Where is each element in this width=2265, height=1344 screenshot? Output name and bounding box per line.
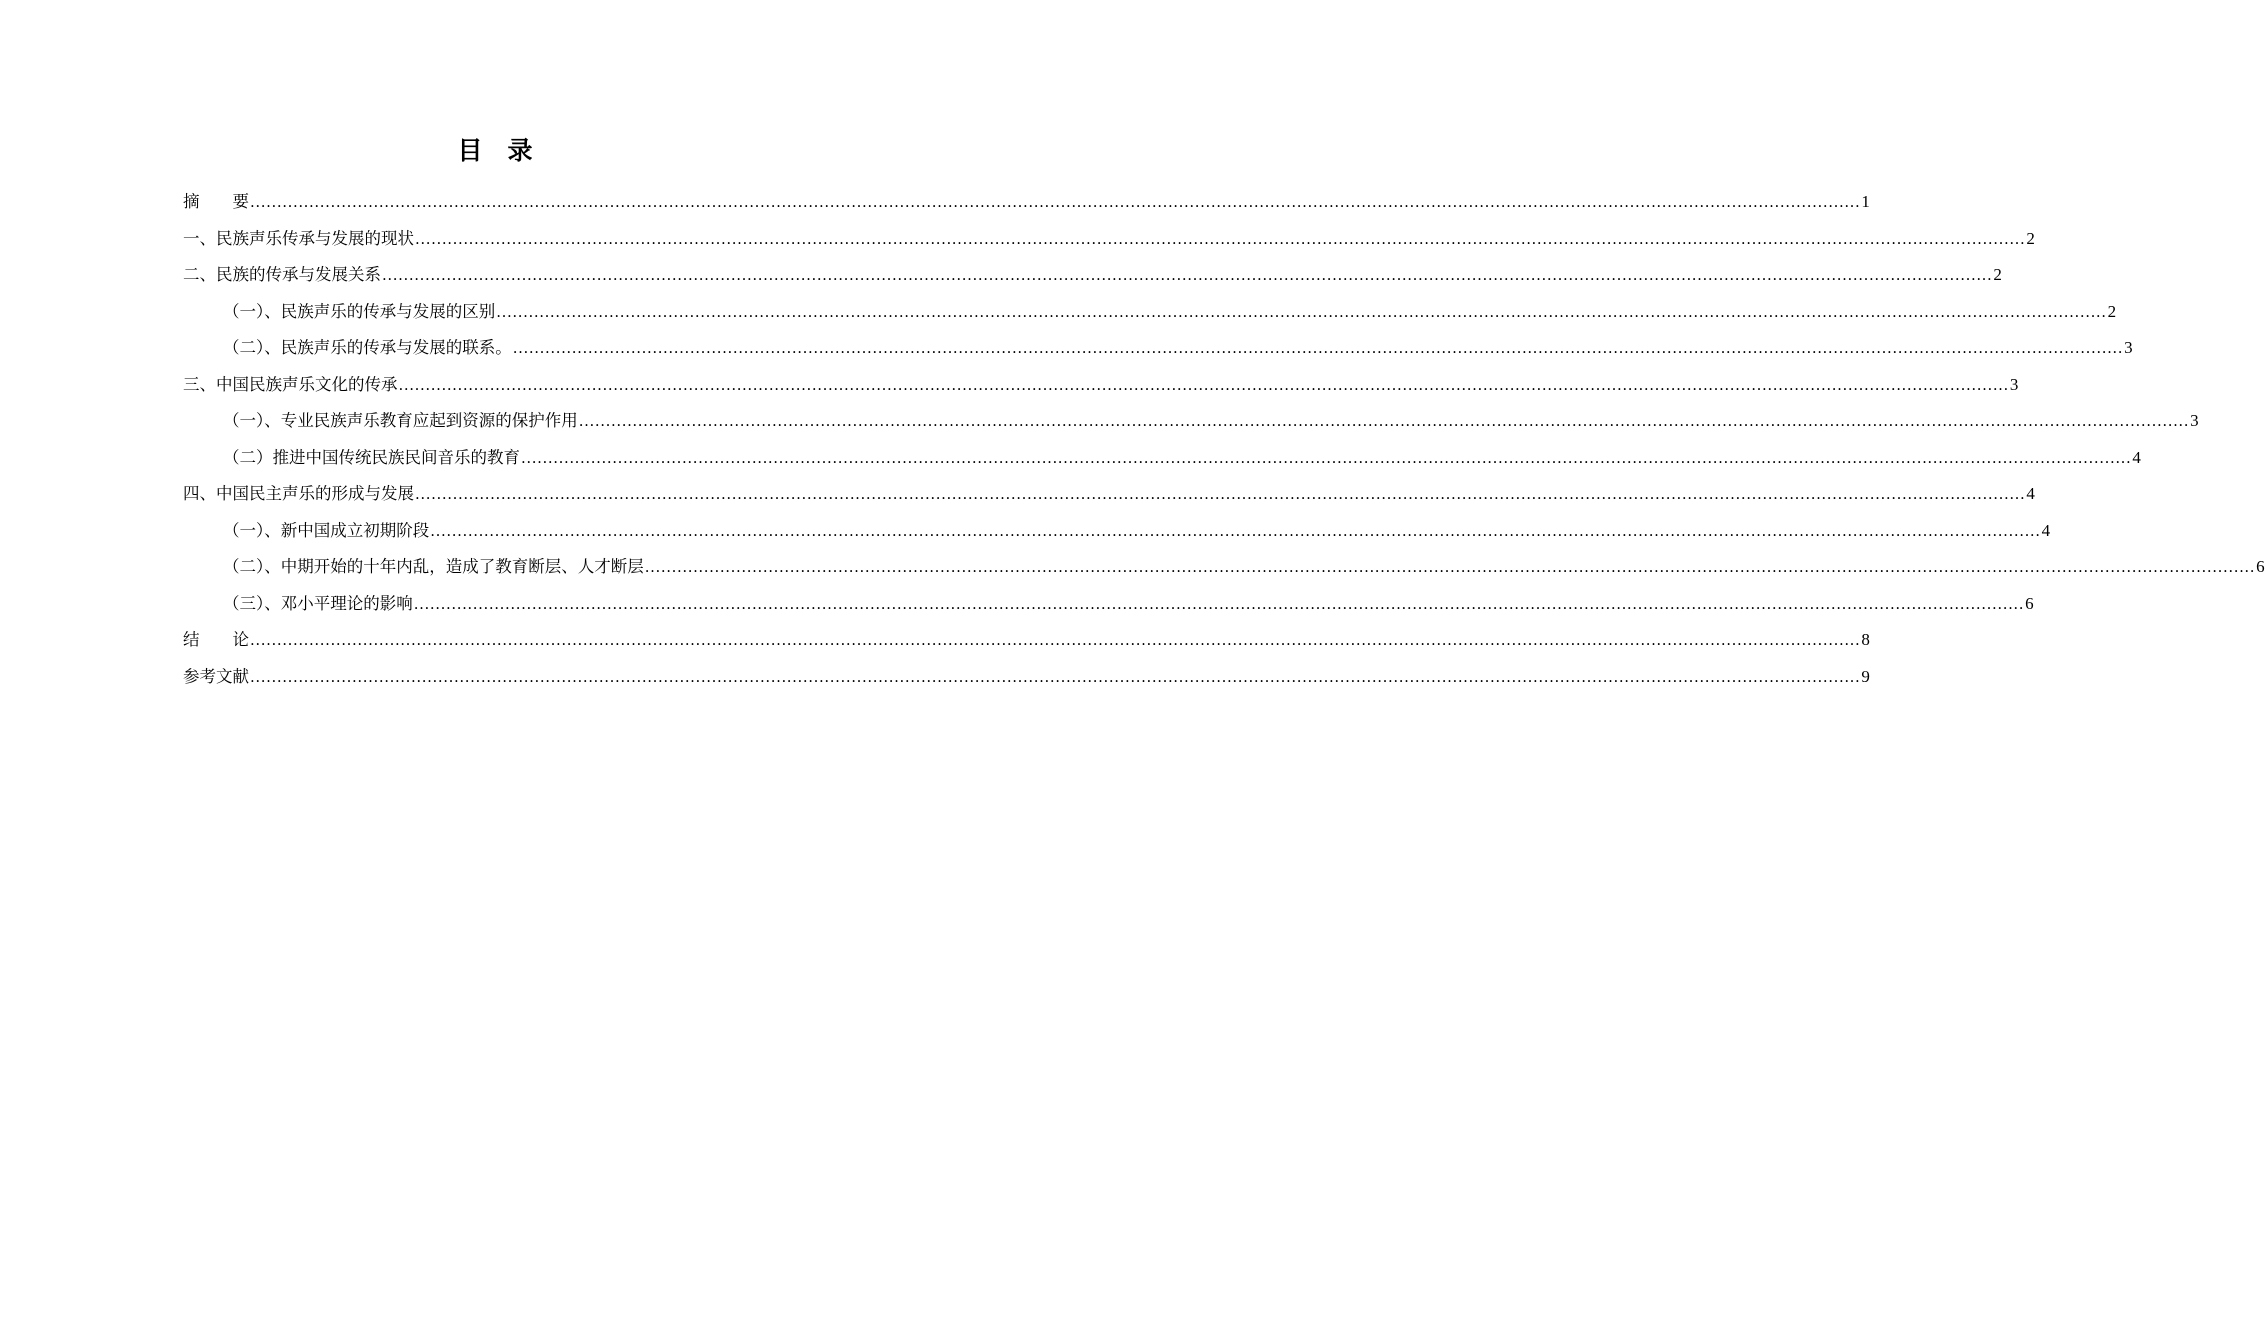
toc-entry-text: 一、民族声乐传承与发展的现状 [183,228,414,248]
toc-entry-page: 2 [1993,265,2002,284]
toc-entry-text: 三、中国民族声乐文化的传承 [183,374,398,394]
toc-dot-leader: ............................................................................................................................................................................................................................................................................................................ [430,521,2041,540]
toc-entry[interactable] [183,403,2199,440]
toc-dot-leader: ............................................................................................................................................................................................................................................................................................................ [413,594,2025,613]
toc-dot-leader: ............................................................................................................................................................................................................................................................................................................ [644,558,2256,576]
toc-entry[interactable] [183,476,2035,513]
toc-entry[interactable] [183,622,1870,659]
toc-entry[interactable] [183,221,2035,258]
toc-entry[interactable] [183,184,1870,221]
toc-entry-page: 4 [2132,447,2141,467]
toc-dot-leader: ............................................................................................................................................................................................................................................................................................................ [250,667,1861,686]
toc-entry[interactable] [183,586,2034,623]
toc-dot-leader: ............................................................................................................................................................................................................................................................................................................ [382,266,1993,284]
toc-entry-text: （二）推进中国传统民族民间音乐的教育 [223,447,520,467]
toc-entry-text: （一）、专业民族声乐教育应起到资源的保护作用 [223,411,578,430]
toc-entry-text: 摘 要 [183,192,249,211]
toc-entry-page: 2 [2107,301,2117,321]
toc-entry[interactable] [183,257,2002,294]
toc-entry[interactable] [183,330,2133,367]
toc-dot-leader: ............................................................................................................................................................................................................................................................................................................ [512,339,2124,357]
toc-dot-leader: ............................................................................................................................................................................................................................................................................................................ [521,448,2132,467]
toc-entry-page: 2 [2026,228,2035,248]
toc-entry-text: （一）、新中国成立初期阶段 [223,520,430,540]
toc-list [183,184,2265,695]
toc-entry-page: 3 [2190,411,2199,430]
toc-entry-page: 4 [2041,520,2051,540]
toc-entry-page: 9 [1861,666,1870,686]
toc-dot-leader: ............................................................................................................................................................................................................................................................................................................ [250,631,1861,649]
toc-entry[interactable] [183,294,2117,331]
toc-entry-page: 4 [2026,484,2035,503]
toc-dot-leader: ............................................................................................................................................................................................................................................................................................................ [398,375,2009,394]
toc-title: 目 录 [457,136,533,165]
toc-dot-leader: ............................................................................................................................................................................................................................................................................................................ [578,412,2190,430]
toc-dot-leader: ............................................................................................................................................................................................................................................................................................................ [250,193,1861,211]
toc-entry-page: 3 [2124,338,2133,357]
toc-entry-text: 结 论 [183,630,249,649]
toc-entry-page: 8 [1861,630,1870,649]
toc-entry-text: （二）、中期开始的十年内乱，造成了教育断层、人才断层 [223,557,644,576]
toc-entry[interactable] [183,659,1870,696]
toc-entry[interactable] [183,513,2051,550]
toc-entry-page: 6 [2025,593,2034,613]
toc-entry-text: 四、中国民主声乐的形成与发展 [183,484,414,503]
toc-entry[interactable] [183,549,2265,586]
toc-entry-text: （一）、民族声乐的传承与发展的区别 [223,301,496,321]
toc-entry-page: 1 [1861,192,1870,211]
toc-entry-text: （二）、民族声乐的传承与发展的联系。 [223,338,512,357]
toc-entry-text: （三）、邓小平理论的影响 [223,593,413,613]
toc-entry-page: 6 [2256,557,2265,576]
toc-dot-leader: ............................................................................................................................................................................................................................................................................................................ [415,229,2026,248]
toc-entry[interactable] [183,440,2141,477]
toc-entry[interactable] [183,367,2019,404]
toc-dot-leader: ............................................................................................................................................................................................................................................................................................................ [415,485,2026,503]
toc-entry-text: 二、民族的传承与发展关系 [183,265,381,284]
toc-dot-leader: ............................................................................................................................................................................................................................................................................................................ [496,302,2107,321]
toc-entry-text: 参考文献 [183,666,249,686]
toc-entry-page: 3 [2009,374,2019,394]
